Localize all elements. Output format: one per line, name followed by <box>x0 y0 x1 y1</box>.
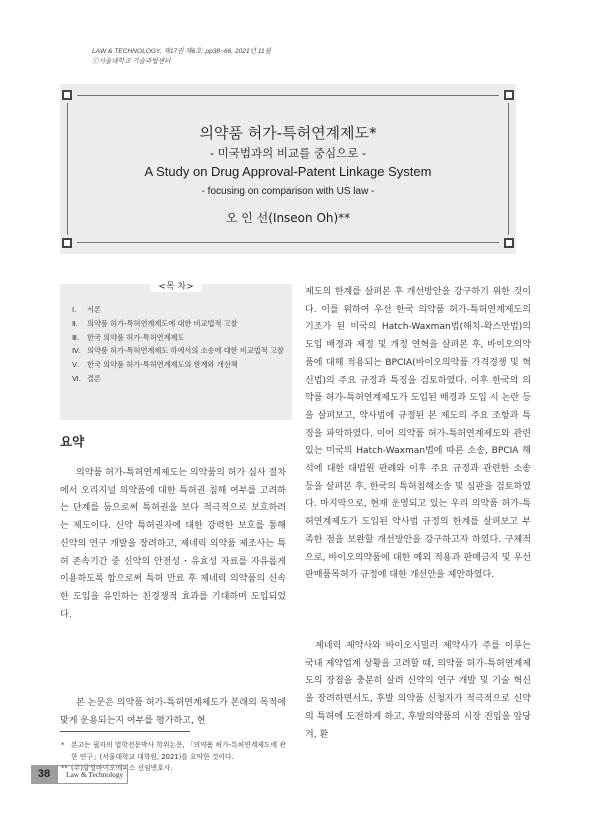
toc-item-text: 한국 의약품 허가-특허연계제도 <box>87 332 185 342</box>
toc-item <box>72 303 287 317</box>
page-number: 38 <box>31 765 57 784</box>
journal-header <box>92 47 271 67</box>
corner-square-icon <box>504 90 514 100</box>
corner-square-icon <box>62 238 72 248</box>
toc-item-number: Ⅱ. <box>72 318 78 328</box>
title-box <box>60 84 516 254</box>
summary-paragraph: 제네릭 제약사와 바이오시밀러 제약사가 주를 이루는 국내 제약업계 상황을 고려할 때, 의약품 허가-특허연계제도의 장점을 충분히 살려 신약의 연구 개발 및 기술 혁신을 장려하면서도, 후발 의약품 신청자가 적극적으로 신약의 특허에 도전하게 하고, 후발의약품의 시장 진입을 앞당겨, 환 <box>305 641 531 740</box>
table-of-contents <box>60 284 292 420</box>
toc-item-number: Ⅳ. <box>72 346 81 356</box>
toc-item-number: Ⅴ. <box>72 360 80 370</box>
toc-label: <목 차> <box>150 282 201 292</box>
toc-item <box>72 317 287 331</box>
toc-item <box>72 372 287 386</box>
toc-item-text: 서론 <box>87 305 101 314</box>
summary-paragraph: 제도의 한계를 살펴본 후 개선방안을 강구하기 위한 것이다. 이를 위하여 우선 한국 의약품 허가-특허연계제도의 기조가 된 미국의 Hatch-Waxman법(해치-왁스만법)의 도입 배경과 제정 및 개정 연혁을 살펴본 후, 바이오의약품에 대해 적용되는 BPCIA(바이오의약품 가격경쟁 및 혁신법)의 주요 규정과 특징을 검토하였다. 이후 한국의 의약품 허가-특허연계제도가 도입된 배경과 도입 시 논란 등을 살펴보고, 약사법에 규정된 본 제도의 주요 조항과 특징을 파악하였다. 이어 의약품 허가-특허연계제도와 관련 있는 미국의 Hatch-Waxman법에 따른 소송, BPCIA 해석에 대한 대법원 판례와 이후 주요 규정과 관련한 소송 등을 살펴본 후, 한국의 특허침해소송 및 심판을 검토하였다. 마지막으로, 현재 운영되고 있는 우리 의약품 허가-특허연계제도가 도입된 약사법 규정의 한계를 살펴보고 부족한 점을 보완할 개선방안을 강구하고자 하였다. 구체적으로, 바이오의약품에 대한 예외 적용과 판매금지 및 우선판매품목허가 규정에 대한 개선안을 제안하였다. <box>305 287 531 581</box>
toc-item-text: 한국 의약품 허가-특허연계제도의 한계와 개선책 <box>87 360 238 370</box>
toc-item-text: 의약품 허가-특허연계제도에 대한 비교법적 고찰 <box>87 318 238 328</box>
toc-list <box>72 303 287 386</box>
frame-line-bottom <box>77 242 499 243</box>
toc-item <box>72 331 287 345</box>
journal-copyright: ⓒ서울대학교 기술과법센터 <box>92 58 171 65</box>
paper-subtitle-english: - focusing on comparison with US law - <box>201 186 375 197</box>
footnote-text: 본고는 필자의 법학전문박사 학위논문, 「의약품 허가-특허연계제도에 관한 연구」(서울대학교 대학원, 2021)를 요약한 것이다. <box>71 741 286 761</box>
footnote-mark: * <box>61 741 65 749</box>
toc-item-text: 결론 <box>87 373 101 383</box>
summary-heading: 요약 <box>60 434 85 449</box>
footnote-divider <box>60 731 190 732</box>
toc-item-number: Ⅰ. <box>72 305 77 314</box>
paper-title-english: A Study on Drug Approval-Patent Linkage System <box>144 164 432 179</box>
footnote-mark: ** <box>61 764 68 772</box>
footer-journal-name: Law & Technology <box>57 765 128 784</box>
paper-subtitle-korean: - 미국법과의 비교를 중심으로 - <box>209 146 367 160</box>
summary-paragraph: 본 논문은 의약품 허가-특허연계제도가 본래의 목적에 맞게 운용되는지 여부를 평가하고, 현 <box>60 698 286 726</box>
footnote <box>61 740 289 763</box>
toc-item-number: Ⅵ. <box>72 373 81 383</box>
summary-paragraph: 의약품 허가-특허연계제도는 의약품의 허가 심사 절차에서 오리지널 의약품에 대한 특허권 침해 여부를 고려하는 단계를 둠으로써 특허권을 보다 적극적으로 보호하려는 제도이다. 신약 특허권자에 대한 강력한 보호를 통해 신약의 연구 개발을 장려하고, 제네릭 의약품 제조사는 특허 존속기간 중 신약의 안전성・유효성 자료를 자유롭게 이용하도록 함으로써 특허 만료 후 제네릭 의약품의 신속한 도입을 유인하는 친경쟁적 효과를 기대하며 도입되었다. <box>60 468 286 620</box>
journal-citation: LAW & TECHNOLOGY, 제17권 제6호: pp38~66, 2021년 11월 <box>92 48 272 55</box>
toc-item <box>72 344 287 358</box>
author-name: 오 인 선(Inseon Oh)** <box>225 211 351 225</box>
frame-line-top <box>77 95 499 96</box>
paper-title-korean: 의약품 허가-특허연계제도* <box>199 124 377 142</box>
footnote-text: (주)삼성바이오에피스 선임변호사. <box>71 764 173 772</box>
toc-item-text: 의약품 허가-특허연계제도 하에서의 소송에 대한 비교법적 고찰 <box>87 346 284 356</box>
corner-square-icon <box>504 238 514 248</box>
corner-square-icon <box>62 90 72 100</box>
toc-item-number: Ⅲ. <box>72 332 80 342</box>
toc-item <box>72 358 287 372</box>
